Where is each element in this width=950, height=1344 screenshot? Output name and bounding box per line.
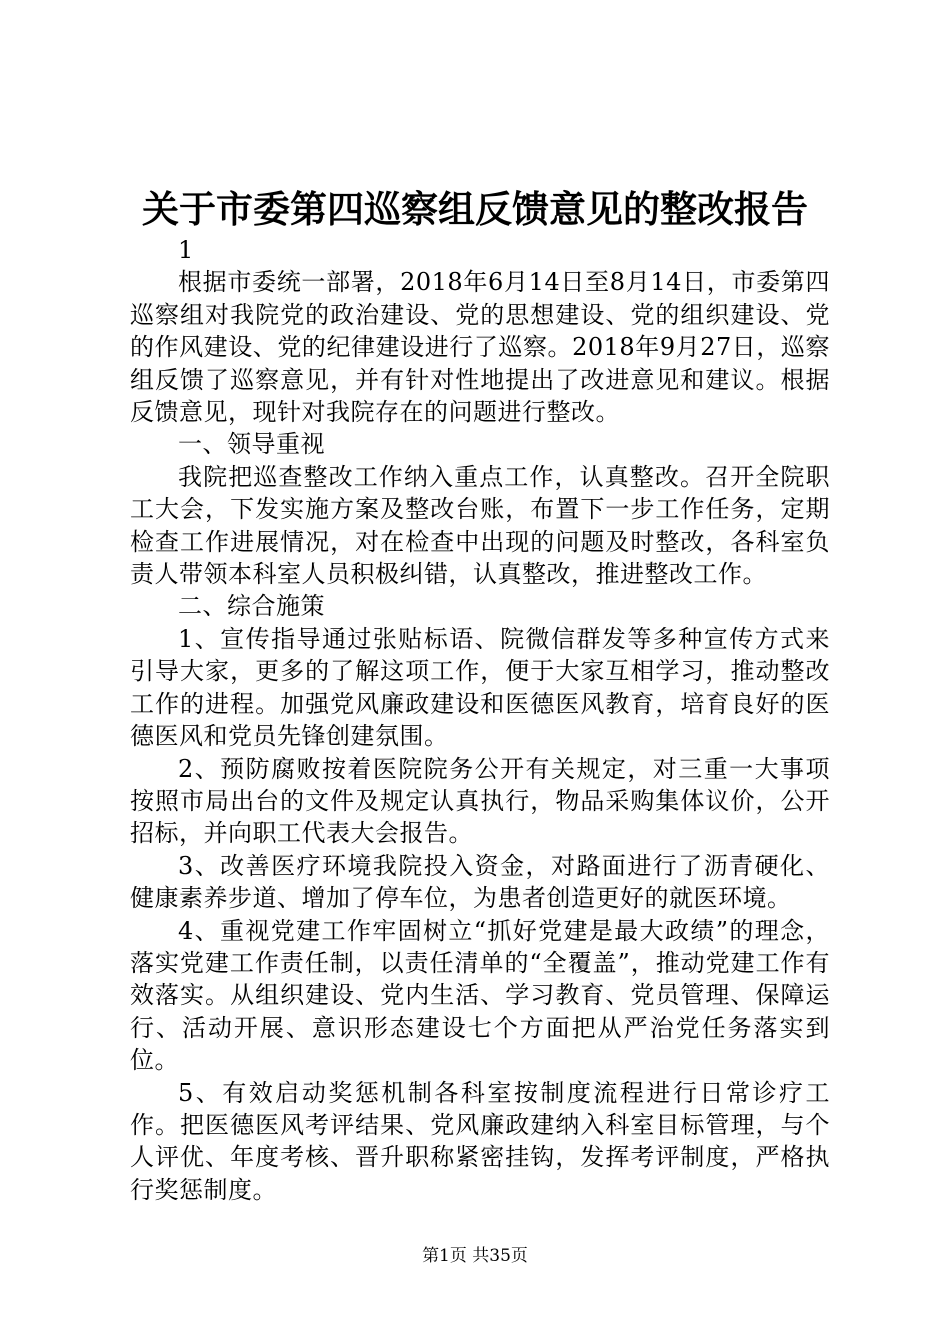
paragraph-measure-4: 4、重视党建工作牢固树立“抓好党建是最大政绩”的理念，落实党建工作责任制，以责任清单的“全覆盖”，推动党建工作有效落实。从组织建设、党内生活、学习教育、党员管理、保障运行、活动开展、意识形态建设七个方面把从严治党任务落实到位。 xyxy=(130,916,830,1075)
paragraph-number: 1 xyxy=(178,236,194,264)
paragraph-measure-5: 5、有效启动奖惩机制各科室按制度流程进行日常诊疗工作。把医德医风考评结果、党风廉政建纳入科室目标管理，与个人评优、年度考核、晋升职称紧密挂钩，发挥考评制度，严格执行奖惩制度。 xyxy=(130,1078,830,1204)
document-body xyxy=(130,234,830,1206)
page-footer: 第1页 共35页 xyxy=(422,1246,528,1266)
document-title: 关于市委第四巡察组反馈意见的整改报告 xyxy=(142,187,808,231)
paragraph-intro: 根据市委统一部署，2018年6月14日至8月14日，市委第四巡察组对我院党的政治建设、党的思想建设、党的组织建设、党的作风建设、党的纪律建设进行了巡察。2018年9月27日，巡察组反馈了巡察意见，并有针对性地提出了改进意见和建议。根据反馈意见，现针对我院存在的问题进行整改。 xyxy=(130,268,830,427)
paragraph-measure-3: 3、改善医疗环境我院投入资金，对路面进行了沥青硬化、健康素养步道、增加了停车位，为患者创造更好的就医环境。 xyxy=(130,851,830,913)
paragraph-measure-1: 1、宣传指导通过张贴标语、院微信群发等多种宣传方式来引导大家，更多的了解这项工作，便于大家互相学习，推动整改工作的进程。加强党风廉政建设和医德医风教育，培育良好的医德医风和党员先锋创建氛围。 xyxy=(130,624,830,751)
section-heading-measures: 二、综合施策 xyxy=(178,592,325,621)
paragraph-measure-2: 2、预防腐败按着医院院务公开有关规定，对三重一大事项按照市局出台的文件及规定认真执行，物品采购集体议价，公开招标，并向职工代表大会报告。 xyxy=(130,754,830,848)
paragraph-leadership: 我院把巡查整改工作纳入重点工作，认真整改。召开全院职工大会，下发实施方案及整改台账，布置下一步工作任务，定期检查工作进展情况，对在检查中出现的问题及时整改，各科室负责人带领本科室人员积极纠错，认真整改，推进整改工作。 xyxy=(130,462,830,589)
section-heading-leadership: 一、领导重视 xyxy=(178,430,325,459)
